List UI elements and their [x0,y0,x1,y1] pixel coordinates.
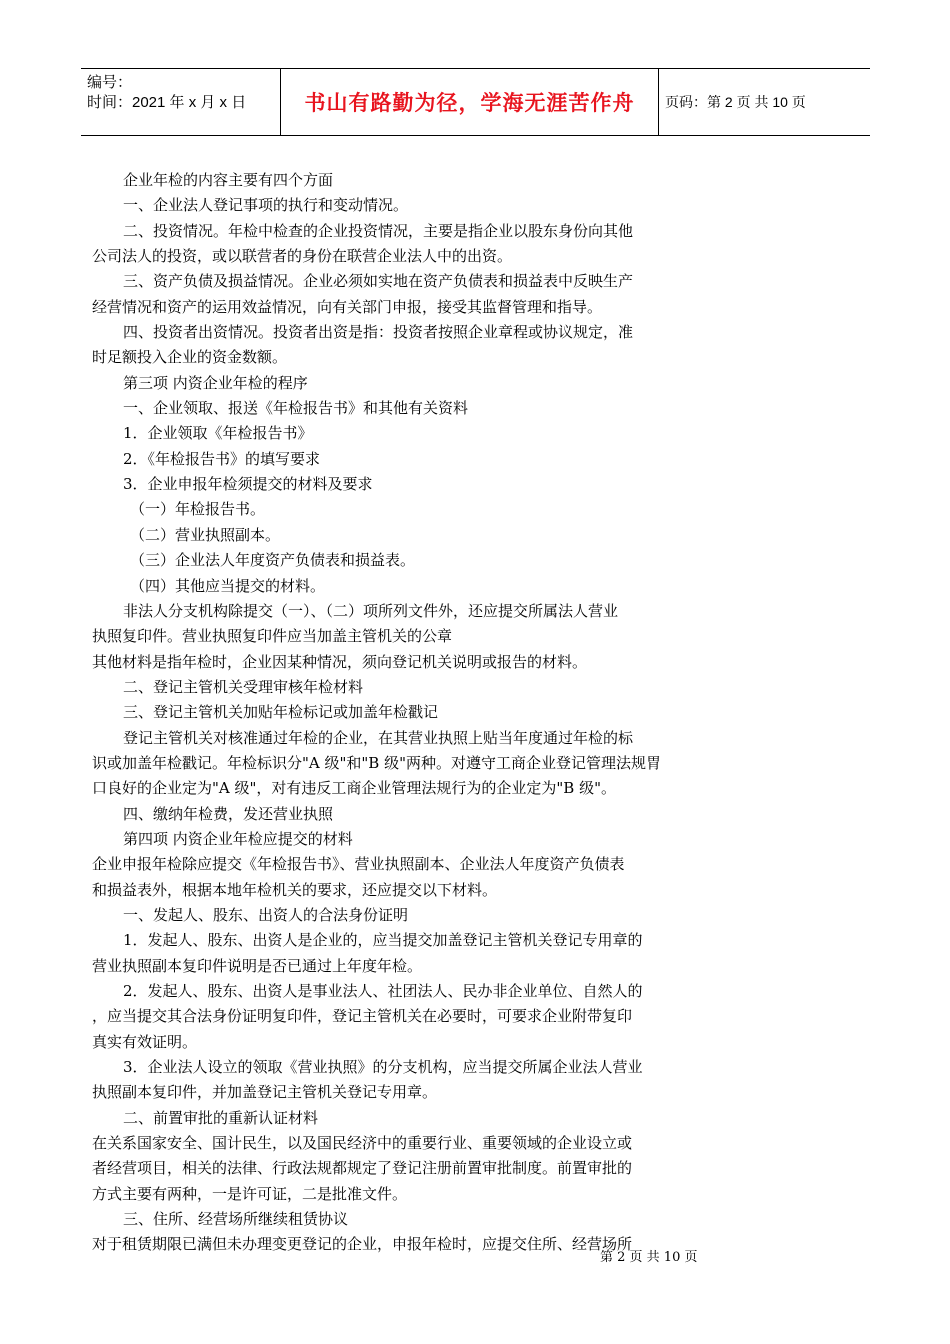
header-motto-cell [281,69,659,135]
paragraph-line: 一、企业领取、报送《年检报告书》和其他有关资料 [123,399,469,418]
paragraph-line: 二、前置审批的重新认证材料 [123,1108,319,1127]
paragraph-line: 真实有效证明。 [92,1032,198,1051]
document-body [92,168,732,1258]
header-page-cell [659,69,870,135]
page-footer: 第 2 页 共 10 页 [600,1250,698,1265]
paragraph-line: 二、投资情况。年检中检查的企业投资情况，主要是指企业以股东身份向其他 [123,221,634,240]
paragraph-line: 四、缴纳年检费，发还营业执照 [123,804,334,823]
paragraph-line: 四、投资者出资情况。投资者出资是指：投资者按照企业章程或协议规定，准 [123,323,634,342]
paragraph-line: 执照复印件。营业执照复印件应当加盖主管机关的公章 [92,627,453,646]
paragraph-line: 对于租赁期限已满但未办理变更登记的企业，申报年检时，应提交住所、经营场所 [92,1235,633,1254]
paragraph-line: 2．发起人、股东、出资人是事业法人、社团法人、民办非企业单位、自然人的 [123,982,643,1000]
paragraph-line: 2．《年检报告书》的填写要求 [123,449,321,468]
paragraph-line: 其他材料是指年检时，企业因某种情况，须向登记机关说明或报告的材料。 [92,652,588,671]
paragraph-line: 方式主要有两种，一是许可证，二是批准文件。 [92,1184,408,1203]
paragraph-line: 1．发起人、股东、出资人是企业的，应当提交加盖登记主管机关登记专用章的 [123,931,643,950]
paragraph-line: 和损益表外，根据本地年检机关的要求，还应提交以下材料。 [92,880,498,899]
page-code: 页码：第 2 页 共 10 页 [665,94,806,110]
paragraph-line: 三、登记主管机关加贴年检标记或加盖年检戳记 [123,703,439,722]
motto-text: 书山有路勤为径，学海无涯苦作舟 [304,91,635,115]
paragraph-line: 登记主管机关对核准通过年检的企业，在其营业执照上贴当年度通过年检的标 [123,728,634,747]
paragraph-line: （二）营业执照副本。 [130,525,281,544]
paragraph-line: 三、住所、经营场所继续租赁协议 [123,1210,349,1229]
paragraph-line: 一、发起人、股东、出资人的合法身份证明 [123,905,409,924]
paragraph-line: 3．企业申报年检须提交的材料及要求 [123,475,373,494]
paragraph-line: 三、资产负债及损益情况。企业必须如实地在资产负债表和损益表中反映生产 [123,272,634,291]
paragraph-line: 企业年检的内容主要有四个方面 [123,171,334,189]
paragraph-line: （三）企业法人年度资产负债表和损益表。 [130,551,416,570]
paragraph-line: （一）年检报告书。 [130,500,266,519]
paragraph-line: 口良好的企业定为"A 级"，对有违反工商企业管理法规行为的企业定为"B 级"。 [92,779,616,798]
paragraph-line: 3．企业法人设立的领取《营业执照》的分支机构，应当提交所属企业法人营业 [123,1058,643,1077]
paragraph-line: 第四项 内资企业年检应提交的材料 [123,829,353,848]
number-label: 编号： [87,74,133,91]
paragraph-line: ，应当提交其合法身份证明复印件，登记主管机关在必要时，可要求企业附带复印 [92,1007,633,1026]
header-left-cell [81,69,281,135]
paragraph-line: 时足额投入企业的资金数额。 [92,348,288,367]
paragraph-line: 者经营项目，相关的法律、行政法规都规定了登记注册前置审批制度。前置审批的 [92,1159,633,1178]
paragraph-line: （四）其他应当提交的材料。 [130,576,326,595]
paragraph-line: 企业申报年检除应提交《年检报告书》、营业执照副本、企业法人年度资产负债表 [92,855,625,874]
paragraph-line: 在关系国家安全、国计民生，以及国民经济中的重要行业、重要领域的企业设立或 [92,1134,633,1153]
paragraph-line: 营业执照副本复印件说明是否已通过上年度年检。 [92,956,423,975]
paragraph-line: 非法人分支机构除提交（一）、（二）项所列文件外，还应提交所属法人营业 [123,601,619,620]
document-header [81,68,870,136]
paragraph-line: 识或加盖年检戳记。年检标识分"A 级"和"B 级"两种。对遵守工商企业登记管理法规胃 [92,753,661,772]
paragraph-line: 经营情况和资产的运用效益情况，向有关部门申报，接受其监督管理和指导。 [92,297,603,316]
paragraph-line: 执照副本复印件，并加盖登记主管机关登记专用章。 [92,1083,438,1102]
paragraph-line: 一、企业法人登记事项的执行和变动情况。 [123,196,409,215]
time-label: 时间：2021 年 x 月 x 日 [87,94,247,111]
paragraph-line: 1．企业领取《年检报告书》 [123,424,313,443]
paragraph-line: 公司法人的投资，或以联营者的身份在联营企业法人中的出资。 [92,247,513,266]
paragraph-line: 二、登记主管机关受理审核年检材料 [123,677,364,696]
paragraph-line: 第三项 内资企业年检的程序 [123,373,308,392]
